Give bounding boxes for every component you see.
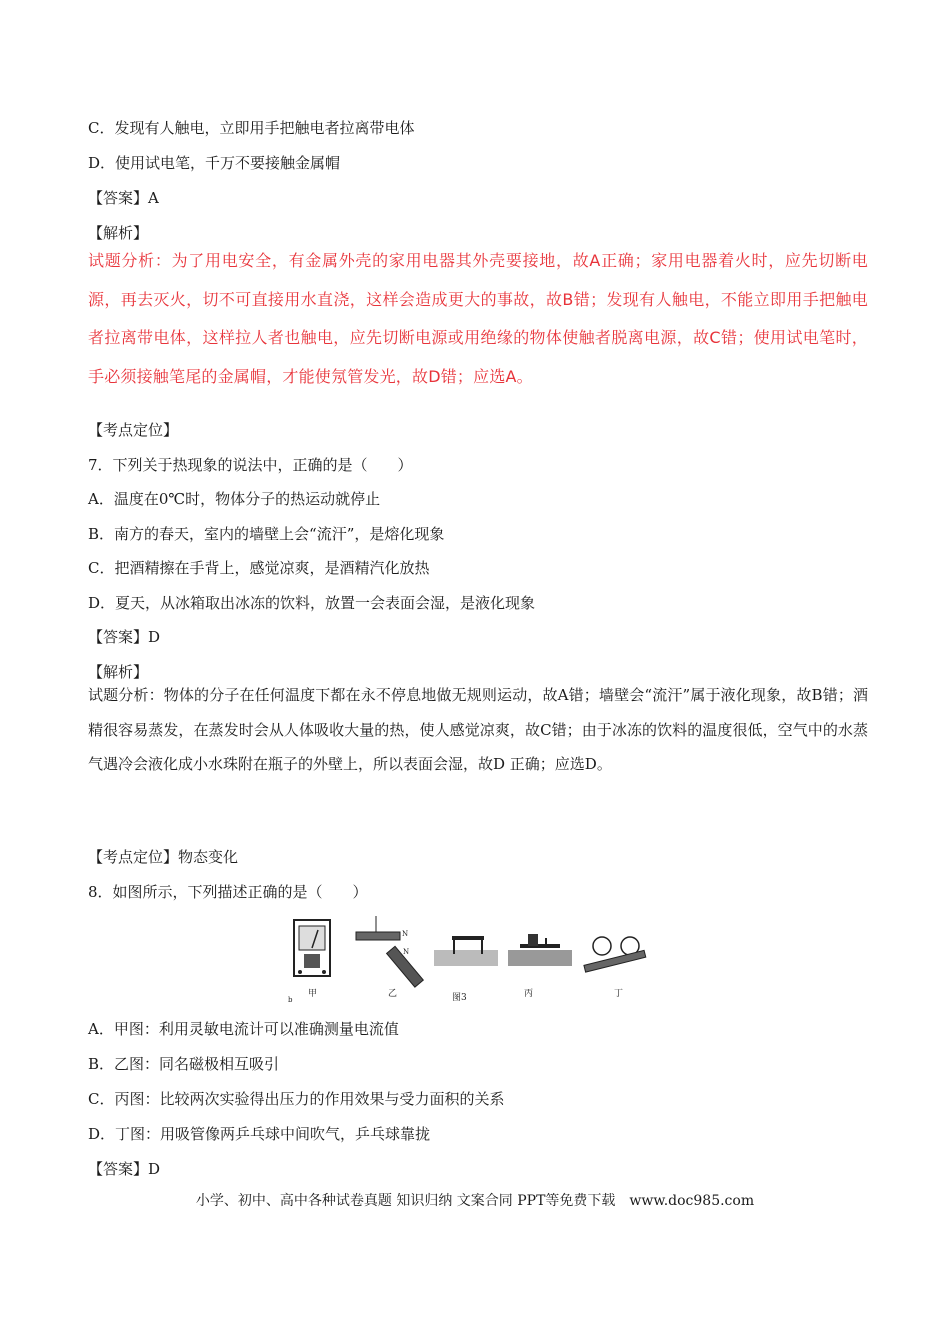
- q7-kaodian: 【考点定位】物态变化: [88, 848, 239, 866]
- magnet-label-n2: N: [403, 948, 410, 956]
- q7-option-d: D．夏天，从冰箱取出冰冻的饮料，放置一会表面会湿，是液化现象: [88, 594, 536, 612]
- figure-caption: 图3: [452, 993, 467, 1003]
- pressure-experiment-drawing: [434, 934, 572, 966]
- galvanometer-drawing: [294, 920, 330, 976]
- figure-label-b: b: [288, 996, 293, 1004]
- q6-option-c: C．发现有人触电，立即用手把触电者拉离带电体: [88, 119, 415, 137]
- q8-answer: 【答案】D: [88, 1160, 161, 1178]
- q7-option-a: A．温度在0℃时，物体分子的热运动就停止: [88, 490, 381, 508]
- figure-label-yi: 乙: [388, 989, 398, 999]
- figure-label-bing: 丙: [524, 989, 534, 999]
- magnets-drawing: [356, 916, 423, 987]
- q6-analysis-label: 【解析】: [88, 224, 149, 242]
- q7-stem: 7．下列关于热现象的说法中，正确的是（ ）: [88, 456, 413, 474]
- q7-analysis-label: 【解析】: [88, 663, 149, 681]
- q6-answer: 【答案】A: [88, 189, 159, 207]
- figure-label-jia: 甲: [308, 989, 318, 999]
- q8-option-a: A．甲图：利用灵敏电流计可以准确测量电流值: [88, 1020, 399, 1038]
- q7-option-c: C．把酒精擦在手背上，感觉凉爽，是酒精汽化放热: [88, 559, 430, 577]
- q8-figure: [284, 914, 664, 1006]
- ping-pong-drawing: [584, 937, 646, 972]
- q8-option-c: C．丙图：比较两次实验得出压力的作用效果与受力面积的关系: [88, 1090, 505, 1108]
- q7-analysis-text: 试题分析：物体的分子在任何温度下都在永不停息地做无规则运动，故A错；墙壁会“流汗”属于液化现象，故B错；酒精很容易蒸发，在蒸发时会从人体吸收大量的热，使人感觉凉爽，故C错；由于冰冻的饮料的温度很低，空气中的水蒸气遇冷会液化成小水珠附在瓶子的外壁上，所以表面会湿，故D 正确；应选D。: [88, 686, 868, 773]
- magnet-label-n1: N: [402, 930, 409, 938]
- q7-answer: 【答案】D: [88, 628, 161, 646]
- q8-option-d: D．丁图：用吸管像两乒乓球中间吹气，乒乓球靠拢: [88, 1125, 431, 1143]
- q7-option-b: B．南方的春天，室内的墙壁上会“流汗”，是熔化现象: [88, 525, 445, 543]
- q6-analysis-text: 试题分析：为了用电安全，有金属外壳的家用电器其外壳要接地，故A正确；家用电器着火时，应先切断电源，再去灭火，切不可直接用水直浇，这样会造成更大的事故，故B错；发现有人触电，不能立即用手把触电者拉离带电体，这样拉人者也触电，应先切断电源或用绝缘的物体使触者脱离电源，故C错；使用试电笔时，手必须接触笔尾的金属帽，才能使氖管发光，故D错；应选A。: [88, 251, 868, 386]
- page-footer: 小学、初中、高中各种试卷真题 知识归纳 文案合同 PPT等免费下载 www.doc985.com: [195, 1193, 755, 1209]
- q6-kaodian: 【考点定位】: [88, 421, 179, 439]
- q8-stem: 8．如图所示，下列描述正确的是（ ）: [88, 883, 368, 901]
- q6-option-d: D．使用试电笔，千万不要接触金属帽: [88, 154, 341, 172]
- q8-option-b: B．乙图：同名磁极相互吸引: [88, 1055, 280, 1073]
- figure-label-ding: 丁: [614, 989, 624, 999]
